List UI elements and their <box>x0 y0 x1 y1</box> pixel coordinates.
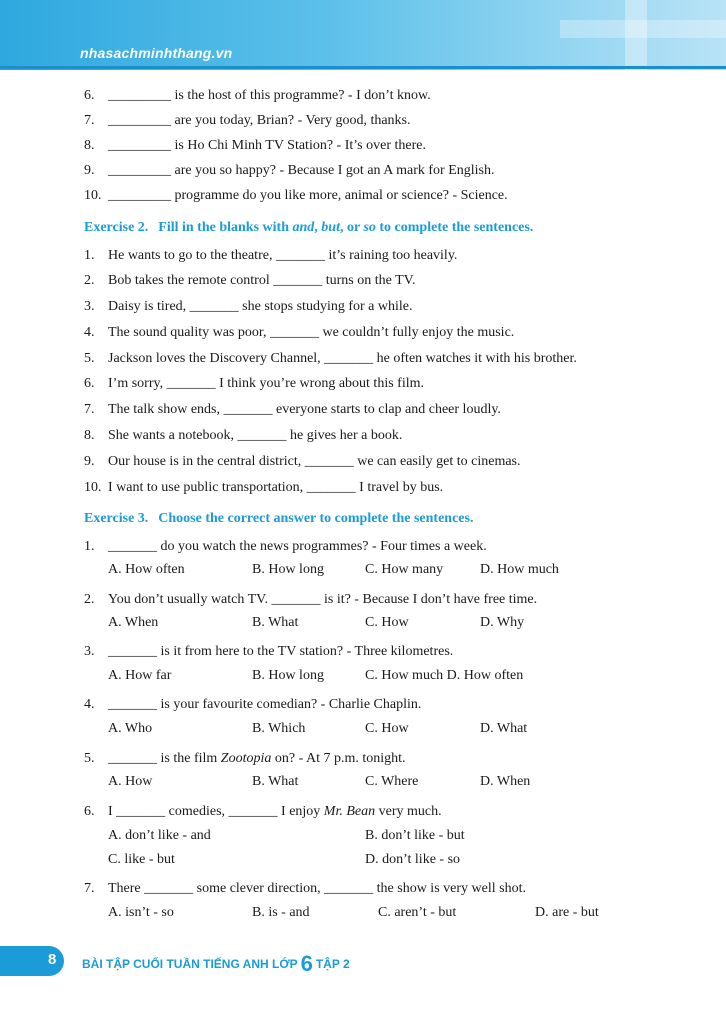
option-b: B. What <box>252 774 299 789</box>
publisher-site: nhasachminhthang.vn <box>80 45 233 61</box>
option-c: C. aren’t - but <box>378 905 457 920</box>
option-b: B. How long <box>252 562 324 577</box>
option-b: B. Which <box>252 721 306 736</box>
page-number: 8 <box>48 951 57 968</box>
option-c: C. How <box>365 721 409 736</box>
option-d: D. What <box>480 721 528 736</box>
option-a: A. How far <box>108 668 172 683</box>
option-c: C. How <box>365 615 409 630</box>
option-a: A. isn’t - so <box>108 905 174 920</box>
header-cross-decoration-h <box>560 20 726 38</box>
option-b: B. is - and <box>252 905 310 920</box>
option-d: D. When <box>480 774 531 789</box>
option-c: C. How many <box>365 562 444 577</box>
option-d: D. are - but <box>535 905 599 920</box>
exercise-2-title: Exercise 2. Fill in the blanks with and, but, or so to complete the sentences. <box>84 220 534 235</box>
option-c: C. like - but <box>108 852 175 867</box>
exercise-3-title: Exercise 3. Choose the correct answer to complete the sentences. <box>84 511 474 526</box>
option-c: C. Where <box>365 774 419 789</box>
option-b: B. What <box>252 615 299 630</box>
option-a: A. Who <box>108 721 153 736</box>
option-d: D. Why <box>480 615 525 630</box>
page-header-band <box>0 0 726 70</box>
option-a: A. How <box>108 774 153 789</box>
option-d: D. don’t like - so <box>365 852 461 867</box>
option-a: A. When <box>108 615 159 630</box>
option-b: B. How long <box>252 668 324 683</box>
option-a: A. How often <box>108 562 185 577</box>
book-title: BÀI TẬP CUỐI TUẦN TIẾNG ANH LỚP 6 TẬP 2 <box>82 951 350 976</box>
option-b: B. don’t like - but <box>365 828 465 843</box>
option-d: D. How much <box>480 562 559 577</box>
option-c-d: C. How much D. How often <box>365 668 524 683</box>
option-a: A. don’t like - and <box>108 828 211 843</box>
header-rule <box>0 66 726 69</box>
